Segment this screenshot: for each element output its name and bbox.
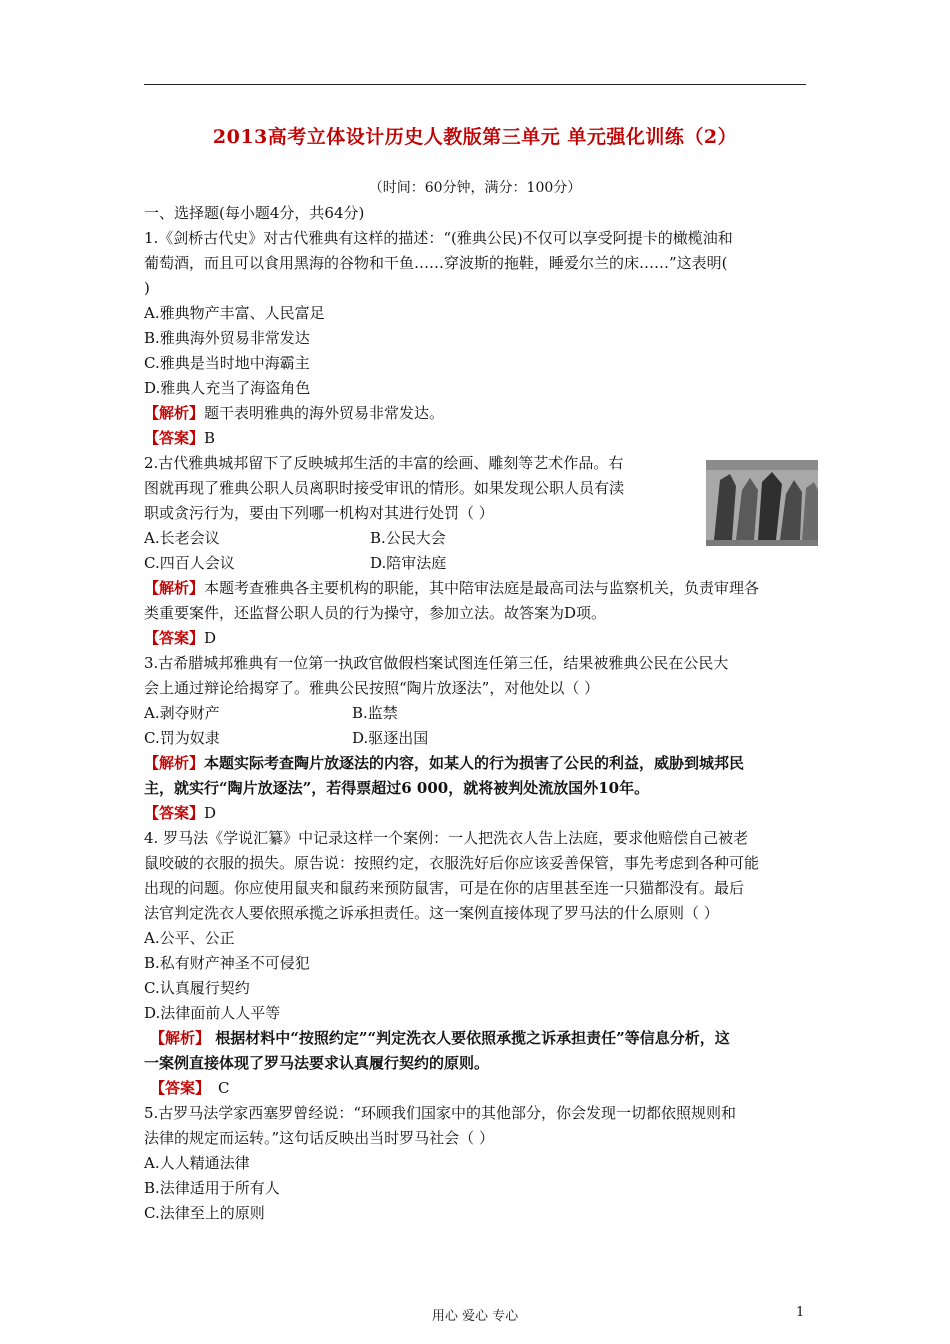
q1-analysis [144, 403, 444, 423]
analysis-tag: 【解析】 [144, 754, 205, 772]
q1-stem-line2: 葡萄酒，而且可以食用黑海的谷物和干鱼……穿波斯的拖鞋，睡爱尔兰的床……”这表明( [144, 254, 728, 272]
analysis-text: 题干表明雅典的海外贸易非常发达。 [204, 404, 445, 422]
q2-option-a: A.长老会议 [144, 529, 220, 547]
document-subtitle: （时间：60分钟，满分：100分） [368, 180, 582, 196]
q3-option-a: A.剥夺财产 [144, 704, 220, 722]
analysis-text: 本题实际考查陶片放逐法的内容，如某人的行为损害了公民的利益，威胁到城邦民 [204, 754, 745, 772]
page-footer: 用心 爱心 专心 [431, 1309, 519, 1324]
answer-value: C [218, 1079, 230, 1097]
section-heading: 一、选择题(每小题4分，共64分) [144, 204, 365, 222]
q4-stem-line4: 法官判定洗衣人要依照承揽之诉承担责任。这一案例直接体现了罗马法的什么原则（ ） [144, 904, 719, 922]
q2-option-b: B.公民大会 [370, 529, 446, 547]
q4-stem-line3: 出现的问题。你应使用鼠夹和鼠药来预防鼠害，可是在你的店里甚至连一只猫都没有。最后 [144, 879, 745, 897]
answer-value: B [204, 429, 216, 447]
q4-option-b: B.私有财产神圣不可侵犯 [144, 954, 310, 972]
q3-answer [144, 803, 216, 823]
answer-value: D [204, 804, 217, 822]
q3-analysis-line1 [144, 753, 744, 773]
q2-analysis-line2: 类重要案件，还监督公职人员的行为操守，参加立法。故答案为D项。 [144, 604, 607, 622]
q4-option-d: D.法律面前人人平等 [144, 1004, 281, 1022]
q1-answer [144, 428, 215, 448]
q1-option-b: B.雅典海外贸易非常发达 [144, 329, 310, 347]
q5-option-b: B.法律适用于所有人 [144, 1179, 280, 1197]
q4-stem-line2: 鼠咬破的衣服的损失。原告说：按照约定，衣服洗好后你应该妥善保管，事先考虑到各种可能 [144, 854, 760, 872]
analysis-tag: 【解析】 [144, 404, 205, 422]
answer-tag: 【答案】 [144, 629, 205, 647]
q2-option-c: C.四百人会议 [144, 554, 235, 572]
q3-analysis-line2: 主，就实行“陶片放逐法”，若得票超过6 000，就将被判处流放国外10年。 [144, 779, 650, 797]
q1-stem-line1: 1.《剑桥古代史》对古代雅典有这样的描述：“(雅典公民)不仅可以享受阿提卡的橄榄油和 [144, 229, 733, 247]
answer-tag: 【答案】 [144, 804, 205, 822]
q3-option-d: D.驱逐出国 [352, 729, 429, 747]
answer-tag: 【答案】 [150, 1079, 211, 1097]
analysis-text: 根据材料中“按照约定”“判定洗衣人要依照承揽之诉承担责任”等信息分析，这 [210, 1029, 730, 1047]
q1-option-a: A.雅典物产丰富、人民富足 [144, 304, 325, 322]
analysis-tag: 【解析】 [150, 1029, 211, 1047]
q4-option-a: A.公平、公正 [144, 929, 235, 947]
answer-tag: 【答案】 [144, 429, 205, 447]
q5-option-a: A.人人精通法律 [144, 1154, 250, 1172]
q3-stem-line2: 会上通过辩论给揭穿了。雅典公民按照“陶片放逐法”，对他处以（ ） [144, 679, 600, 697]
analysis-text: 本题考查雅典各主要机构的职能，其中陪审法庭是最高司法与监察机关，负责审理各 [204, 579, 760, 597]
q4-answer [150, 1078, 230, 1098]
document-title: 2013高考立体设计历史人教版第三单元 单元强化训练（2） [212, 126, 738, 148]
relief-sculpture-drawing [706, 460, 818, 546]
q5-option-c: C.法律至上的原则 [144, 1204, 265, 1222]
q2-option-d: D.陪审法庭 [370, 554, 447, 572]
q2-stem-line3: 职或贪污行为，要由下列哪一机构对其进行处罚（ ） [144, 504, 494, 522]
q1-stem-line3: ) [144, 279, 150, 297]
q5-stem-line1: 5.古罗马法学家西塞罗曾经说：“环顾我们国家中的其他部分，你会发现一切都依照规则和 [144, 1104, 736, 1122]
q4-analysis-line2: 一案例直接体现了罗马法要求认真履行契约的原则。 [144, 1054, 490, 1072]
answer-value: D [204, 629, 217, 647]
analysis-tag: 【解析】 [144, 579, 205, 597]
relief-sculpture-image [706, 460, 818, 546]
q2-stem-line2: 图就再现了雅典公职人员离职时接受审讯的情形。如果发现公职人员有渎 [144, 479, 625, 497]
q4-analysis-line1 [150, 1028, 730, 1048]
q2-answer [144, 628, 216, 648]
q1-option-d: D.雅典人充当了海盗角色 [144, 379, 311, 397]
q2-stem-line1: 2.古代雅典城邦留下了反映城邦生活的丰富的绘画、雕刻等艺术作品。右 [144, 454, 624, 472]
q1-option-c: C.雅典是当时地中海霸主 [144, 354, 310, 372]
q4-stem-line1: 4. 罗马法《学说汇纂》中记录这样一个案例：一人把洗衣人告上法庭，要求他赔偿自己被老 [144, 829, 749, 847]
page-number: 1 [796, 1305, 805, 1320]
q3-option-c: C.罚为奴隶 [144, 729, 220, 747]
q3-stem-line1: 3.古希腊城邦雅典有一位第一执政官做假档案试图连任第三任，结果被雅典公民在公民大 [144, 654, 729, 672]
q2-analysis-line1 [144, 578, 759, 598]
header-rule [144, 84, 806, 85]
q3-option-b: B.监禁 [352, 704, 398, 722]
q4-option-c: C.认真履行契约 [144, 979, 250, 997]
q5-stem-line2: 法律的规定而运转。”这句话反映出当时罗马社会（ ） [144, 1129, 494, 1147]
